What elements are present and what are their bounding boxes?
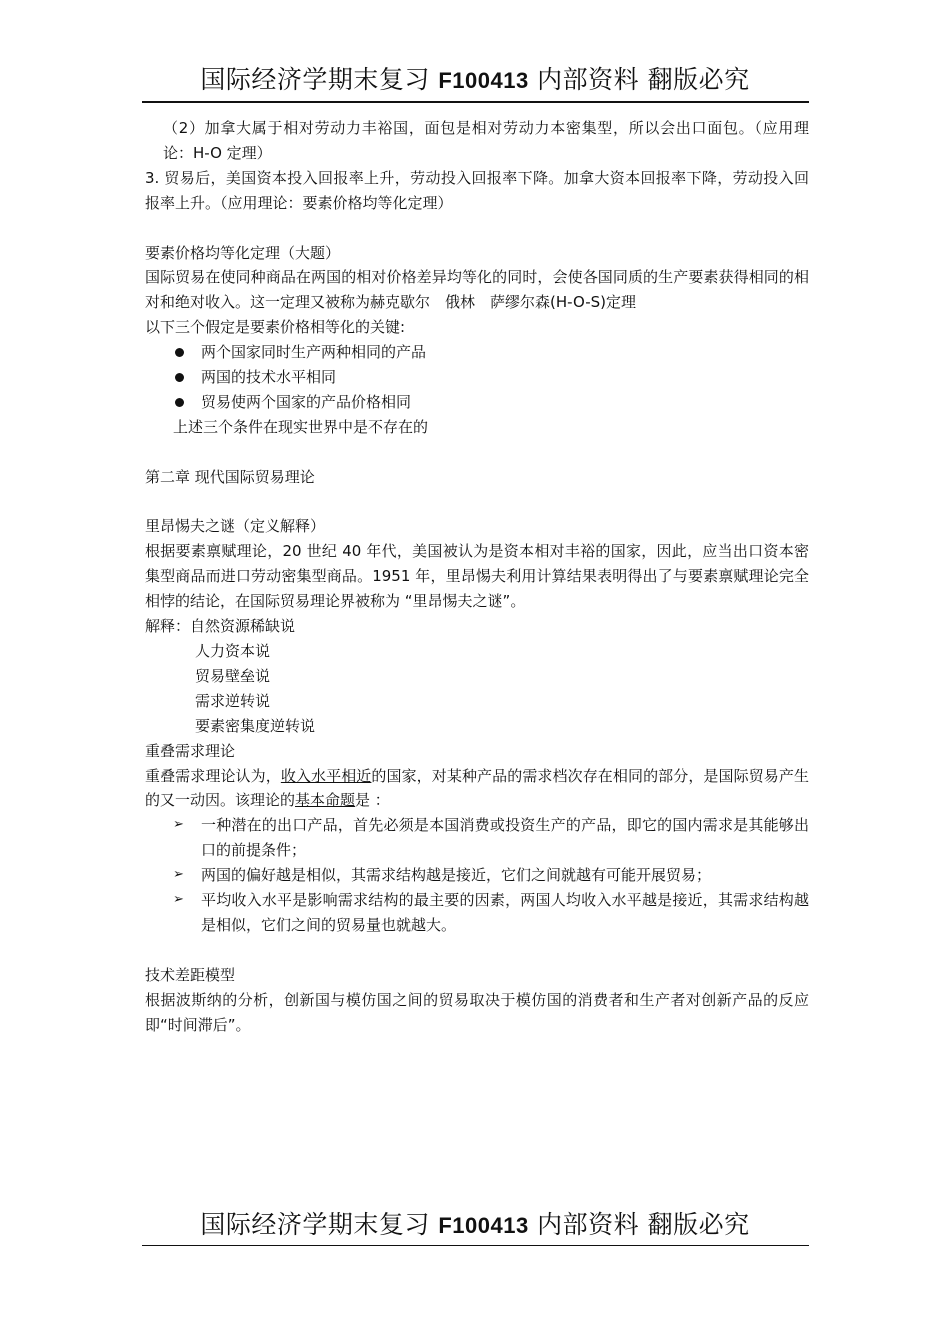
list-item-text: 平均收入水平是影响需求结构的最主要的因素，两国人均收入水平越是接近，其需求结构越是相似，它们之间的贸易量也就越大。 (201, 891, 809, 934)
paragraph-overlap (145, 764, 809, 814)
paragraph-h-o: （2）加拿大属于相对劳动力丰裕国，面包是相对劳动力本密集型，所以会出口面包。（应用理论：H-O 定理） (163, 119, 809, 162)
list-item-text: 两个国家同时生产两种相同的产品 (201, 343, 427, 362)
header-title-pre: 国际经济学期末复习 (200, 65, 439, 94)
section-title-leontief: 里昂惕夫之谜（定义解释） (145, 517, 326, 536)
explanation-item: 要素密集度逆转说 (195, 716, 316, 735)
bullet-icon (175, 398, 184, 407)
list-item-text: 贸易使两个国家的产品价格相同 (201, 392, 412, 411)
page-header (0, 60, 950, 96)
text-run: 是 ： (355, 791, 390, 810)
document-body (145, 116, 809, 1037)
list-item (145, 813, 809, 863)
header-code: F100413 (438, 68, 529, 93)
list-item-text: 两国的技术水平相同 (201, 368, 337, 387)
arrowhead-icon: ➢ (173, 892, 184, 908)
header-rule (142, 101, 809, 103)
page-footer (0, 1205, 950, 1241)
list-item (145, 863, 809, 888)
footer-rule (142, 1245, 809, 1246)
footer-code: F100413 (438, 1213, 529, 1238)
section-title-overlap: 重叠需求理论 (145, 741, 236, 760)
underlined-term: 基本命题 (295, 791, 356, 810)
arrowhead-icon: ➢ (173, 867, 184, 883)
explanation-label: 解释： (145, 617, 191, 636)
list-item (145, 340, 809, 365)
section-title-fpe: 要素价格均等化定理（大题） (145, 243, 341, 262)
chapter-title: 第二章 现代国际贸易理论 (145, 467, 315, 486)
paragraph-fpe-assumptions: 以下三个假定是要素价格相等化的关键: (145, 318, 406, 337)
arrowhead-icon: ➢ (173, 817, 184, 833)
list-item-text: 一种潜在的出口产品，首先必须是本国消费或投资生产的产品，即它的国内需求是其能够出口的前提条件； (201, 816, 809, 860)
explanation-item: 贸易壁垒说 (195, 666, 271, 685)
bullet-icon (175, 373, 184, 382)
explanation-item: 自然资源稀缺说 (190, 617, 296, 636)
list-item (145, 365, 809, 390)
paragraph-fpe-note: 上述三个条件在现实世界中是不存在的 (173, 417, 429, 436)
explanation-item: 需求逆转说 (195, 691, 271, 710)
header-title-post: 内部资料 翻版必究 (528, 65, 750, 94)
text-run: 的国家，对某种产品的需求档次存在相同的部分，是国际贸易产生的又一动因。该理论的 (145, 766, 809, 810)
paragraph-factor-return: 3. 贸易后，美国资本投入回报率上升，劳动投入回报率下降。加拿大资本回报率下降，劳动投入回报率上升。（应用理论：要素价格均等化定理） (145, 168, 809, 212)
footer-title-pre: 国际经济学期末复习 (200, 1210, 439, 1239)
paragraph-leontief: 根据要素禀赋理论，20 世纪 40 年代，美国被认为是资本相对丰裕的国家，因此，应当出口资本密集型商品而进口劳动密集型商品。1951 年，里昂惕夫利用计算结果表明得出了与要素禀赋理论完全相悖的结论，在国际贸易理论界被称为 “里昂惕夫之谜”。 (145, 542, 809, 611)
bullet-icon (175, 348, 184, 357)
text-run: 重叠需求理论认为， (145, 766, 281, 785)
underlined-term: 收入水平相近 (280, 766, 372, 785)
paragraph-tech-gap: 根据波斯纳的分析，创新国与模仿国之间的贸易取决于模仿国的消费者和生产者对创新产品的反应即“时间滞后”。 (145, 990, 809, 1034)
list-item (145, 888, 809, 938)
paragraph-fpe: 国际贸易在使同种商品在两国的相对价格差异均等化的同时，会使各国同质的生产要素获得相同的相对和绝对收入。这一定理又被称为赫克歇尔 俄林 萨缪尔森(H-O-S)定理 (145, 268, 809, 312)
explanation-item: 人力资本说 (195, 641, 271, 660)
explanation-first (145, 614, 809, 639)
list-item (145, 390, 809, 415)
section-title-tech-gap: 技术差距模型 (145, 965, 236, 984)
list-item-text: 两国的偏好越是相似，其需求结构越是接近，它们之间就越有可能开展贸易； (201, 866, 712, 885)
footer-title-post: 内部资料 翻版必究 (528, 1210, 750, 1239)
